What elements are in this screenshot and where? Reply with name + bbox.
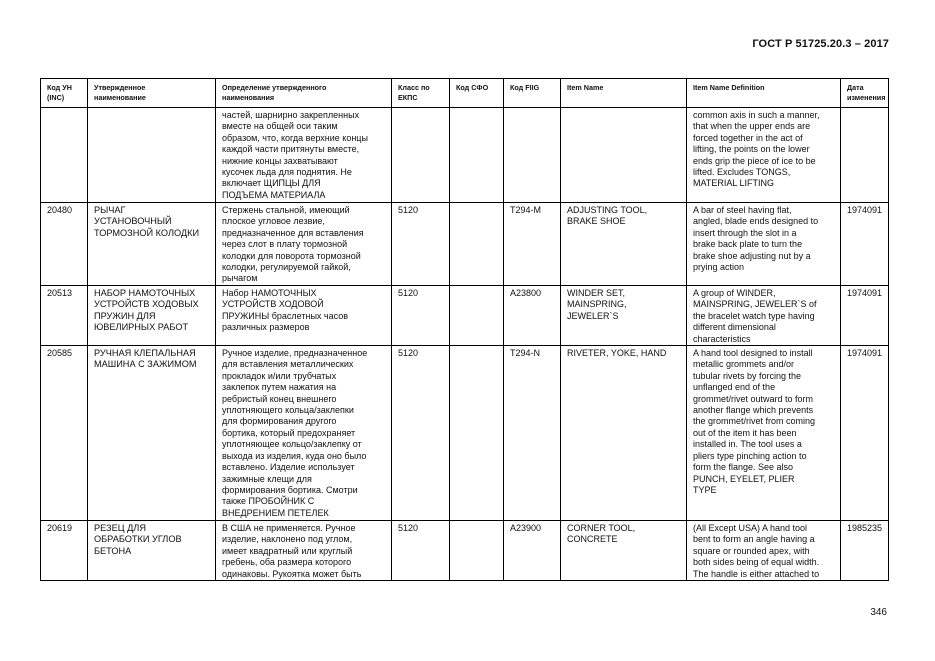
cell-inc <box>41 108 88 203</box>
cell-fiig-code <box>504 108 561 203</box>
cell-definition: Набор НАМОТОЧНЫХ УСТРОЙСТВ ХОДОВОЙ ПРУЖИНЫ браслетных часов различных размеров <box>216 286 392 346</box>
cell-sfo-code <box>450 108 504 203</box>
cell-change-date <box>841 108 889 203</box>
table-row <box>41 286 889 346</box>
cell-definition: Стержень стальной, имеющий плоское угловое лезвие, предназначенное для вставления через слот в плату тормозной колодки для поворота тормозной колодки, регулируемой гайкой, рычагом <box>216 203 392 286</box>
cell-approved-name: РЕЗЕЦ ДЛЯ ОБРАБОТКИ УГЛОВ БЕТОНА <box>88 521 216 581</box>
cell-change-date: 1974091 <box>841 203 889 286</box>
cell-sfo-code <box>450 521 504 581</box>
column-header-item-name: Item Name <box>561 79 687 108</box>
cell-ekps-class: 5120 <box>392 203 450 286</box>
column-header-inc: Код УН (INC) <box>41 79 88 108</box>
cell-item-name-definition: (All Except USA) A hand tool bent to form an angle having a square or rounded apex, with both sides being of equal width. The handle is either attached to <box>687 521 841 581</box>
cell-inc: 20619 <box>41 521 88 581</box>
cell-definition: Ручное изделие, предназначенное для вставления металлических прокладок и/или трубчатых заклепок путем нажатия на ребристый конец внешнего уплотняющего кольца/заклепки для формирования другого бортика, который предохраняет уплотняющее кольцо/заклепку от выхода из изделия, куда оно было вставлено. Изделие использует зажимные клещи для формирования бортика. Смотри также ПРОБОЙНИК С ВНЕДРЕНИЕМ ПЕТЕЛЕК <box>216 346 392 521</box>
cell-item-name-definition: common axis in such a manner, that when the upper ends are forced together in the act of lifting, the points on the lower ends grip the piece of ice to be lifted. Excludes TONGS, MATERIAL LIFTING <box>687 108 841 203</box>
cell-inc: 20480 <box>41 203 88 286</box>
cell-approved-name: РУЧНАЯ КЛЕПАЛЬНАЯ МАШИНА С ЗАЖИМОМ <box>88 346 216 521</box>
column-header-item-name-definition: Item Name Definition <box>687 79 841 108</box>
cell-ekps-class: 5120 <box>392 521 450 581</box>
cell-inc: 20585 <box>41 346 88 521</box>
document-standard-header: ГОСТ Р 51725.20.3 – 2017 <box>752 38 889 50</box>
cell-sfo-code <box>450 346 504 521</box>
cell-definition: В США не применяется. Ручное изделие, наклонено под углом, имеет квадратный или круглый гребень, оба размера которого одинаковы. Рукоятка может быть <box>216 521 392 581</box>
cell-item-name-definition: A group of WINDER, MAINSPRING, JEWELER`S of the bracelet watch type having different dimensional characteristics <box>687 286 841 346</box>
table-row <box>41 108 889 203</box>
cell-definition: частей, шарнирно закрепленных вместе на общей оси таким образом, что, когда верхние концы каждой части притянуты вместе, нижние концы захватывают кусочек льда для поднятия. Не включает ЩИПЦЫ ДЛЯ ПОДЪЕМА МАТЕРИАЛА <box>216 108 392 203</box>
nomenclature-table <box>40 78 889 581</box>
cell-item-name <box>561 108 687 203</box>
cell-fiig-code: A23900 <box>504 521 561 581</box>
cell-change-date: 1974091 <box>841 346 889 521</box>
cell-sfo-code <box>450 286 504 346</box>
cell-fiig-code: A23800 <box>504 286 561 346</box>
cell-change-date: 1974091 <box>841 286 889 346</box>
column-header-sfo-code: Код СФО <box>450 79 504 108</box>
page-number: 346 <box>870 607 887 618</box>
cell-item-name: ADJUSTING TOOL, BRAKE SHOE <box>561 203 687 286</box>
cell-ekps-class <box>392 108 450 203</box>
cell-approved-name: НАБОР НАМОТОЧНЫХ УСТРОЙСТВ ХОДОВЫХ ПРУЖИН ДЛЯ ЮВЕЛИРНЫХ РАБОТ <box>88 286 216 346</box>
column-header-fiig-code: Код FIIG <box>504 79 561 108</box>
table-row <box>41 346 889 521</box>
cell-item-name: WINDER SET, MAINSPRING, JEWELER`S <box>561 286 687 346</box>
cell-approved-name: РЫЧАГ УСТАНОВОЧНЫЙ ТОРМОЗНОЙ КОЛОДКИ <box>88 203 216 286</box>
cell-inc: 20513 <box>41 286 88 346</box>
table-row <box>41 203 889 286</box>
cell-fiig-code: T294-M <box>504 203 561 286</box>
cell-item-name-definition: A hand tool designed to install metallic grommets and/or tubular rivets by forcing the unflanged end of the grommet/rivet outward to form another flange which prevents the grommet/rivet from coming out of the item it has been installed in. The tool uses a pliers type pinching action to form the flange. See also PUNCH, EYELET, PLIER TYPE <box>687 346 841 521</box>
cell-ekps-class: 5120 <box>392 346 450 521</box>
column-header-change-date: Дата изменения <box>841 79 889 108</box>
cell-fiig-code: T294-N <box>504 346 561 521</box>
cell-sfo-code <box>450 203 504 286</box>
table-header-row <box>41 79 889 108</box>
column-header-ekps-class: Класс по ЕКПС <box>392 79 450 108</box>
cell-item-name: RIVETER, YOKE, HAND <box>561 346 687 521</box>
cell-item-name-definition: A bar of steel having flat, angled, blade ends designed to insert through the slot in a brake back plate to turn the brake shoe adjusting nut by a prying action <box>687 203 841 286</box>
cell-ekps-class: 5120 <box>392 286 450 346</box>
cell-approved-name <box>88 108 216 203</box>
cell-change-date: 1985235 <box>841 521 889 581</box>
column-header-definition: Определение утвержденного наименования <box>216 79 392 108</box>
cell-item-name: CORNER TOOL, CONCRETE <box>561 521 687 581</box>
table-row <box>41 521 889 581</box>
column-header-approved-name: Утвержденное наименование <box>88 79 216 108</box>
